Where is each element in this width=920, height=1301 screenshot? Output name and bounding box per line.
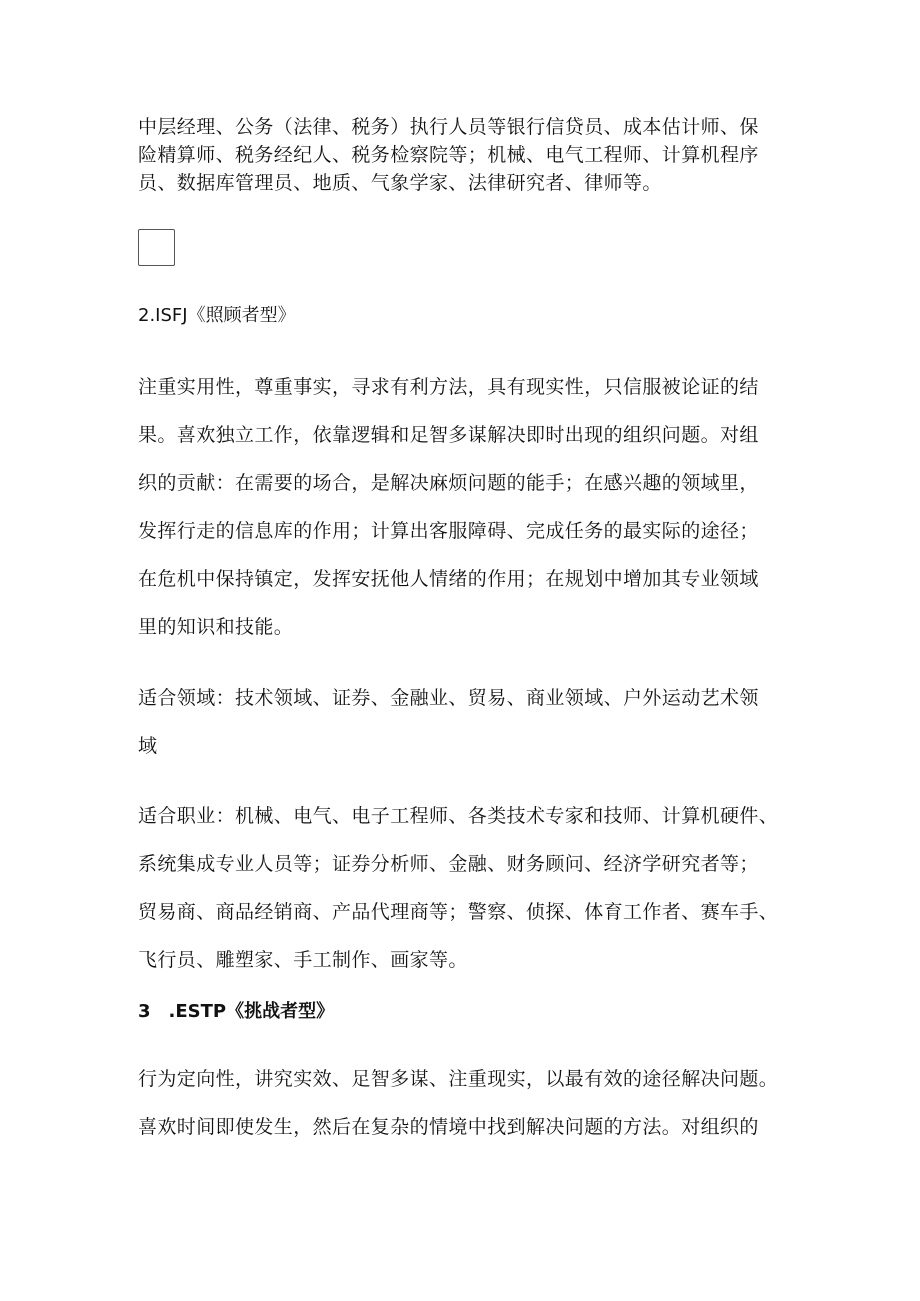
intro-line: 险精算师、税务经纪人、税务检察院等；机械、电气工程师、计算机程序 <box>138 144 759 166</box>
paragraph-line: 注重实用性，尊重事实，寻求有利方法，具有现实性，只信服被论证的结 <box>138 376 759 398</box>
careers-line: 系统集成专业人员等；证券分析师、金融、财务顾问、经济学研究者等； <box>138 853 759 875</box>
fields-line: 适合领域：技术领域、证券、金融业、贸易、商业领域、户外运动艺术领 <box>138 687 759 709</box>
intro-line: 中层经理、公务（法律、税务）执行人员等银行信贷员、成本估计师、保 <box>138 116 759 138</box>
careers-line: 飞行员、雕塑家、手工制作、画家等。 <box>138 949 468 971</box>
paragraph-line: 果。喜欢独立工作，依靠逻辑和足智多谋解决即时出现的组织问题。对组 <box>138 424 759 446</box>
paragraph-line: 织的贡献：在需要的场合，是解决麻烦问题的能手；在感兴趣的领域里， <box>138 472 759 494</box>
paragraph-line: 行为定向性，讲究实效、足智多谋、注重现实，以最有效的途径解决问题。 <box>138 1068 779 1090</box>
intro-line: 员、数据库管理员、地质、气象学家、法律研究者、律师等。 <box>138 172 662 194</box>
checkbox[interactable] <box>138 229 175 266</box>
paragraph-line: 里的知识和技能。 <box>138 616 294 638</box>
paragraph-line: 发挥行走的信息库的作用；计算出客服障碍、完成任务的最实际的途径； <box>138 520 759 542</box>
fields-line: 域 <box>138 735 158 757</box>
paragraph-line: 在危机中保持镇定，发挥安抚他人情绪的作用；在规划中增加其专业领域 <box>138 568 759 590</box>
section-heading-isfj: 2.ISFJ《照顾者型》 <box>138 305 296 326</box>
paragraph-line: 喜欢时间即使发生，然后在复杂的情境中找到解决问题的方法。对组织的 <box>138 1116 759 1138</box>
careers-line: 贸易商、商品经销商、产品代理商等；警察、侦探、体育工作者、赛车手、 <box>138 901 779 923</box>
section-heading-estp: 3 .ESTP《挑战者型》 <box>138 1001 335 1022</box>
careers-line: 适合职业：机械、电气、电子工程师、各类技术专家和技师、计算机硬件、 <box>138 805 779 827</box>
